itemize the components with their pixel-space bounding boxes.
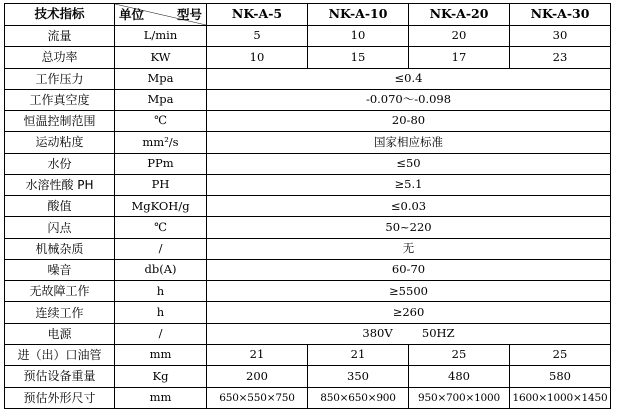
table-row bbox=[5, 26, 611, 47]
table-row bbox=[5, 47, 611, 68]
table-row bbox=[5, 366, 611, 387]
table-row bbox=[5, 259, 611, 280]
row-value: 23 bbox=[510, 47, 611, 68]
header-model: NK-A-10 bbox=[308, 4, 409, 26]
row-label: 水溶性酸 PH bbox=[5, 174, 115, 195]
row-value: 20-80 bbox=[207, 111, 611, 132]
row-value: 50~220 bbox=[207, 217, 611, 238]
row-label: 总功率 bbox=[5, 47, 115, 68]
row-value: ≤50 bbox=[207, 153, 611, 174]
table-row bbox=[5, 344, 611, 365]
row-value: 10 bbox=[207, 47, 308, 68]
table-row bbox=[5, 89, 611, 110]
row-value: 350 bbox=[308, 366, 409, 387]
row-unit: MgKOH/g bbox=[115, 196, 207, 217]
row-unit: Mpa bbox=[115, 68, 207, 89]
row-value: 1600×1000×1450 bbox=[510, 387, 611, 408]
row-value: 25 bbox=[510, 344, 611, 365]
row-label: 连续工作 bbox=[5, 302, 115, 323]
table-row bbox=[5, 238, 611, 259]
row-value: ≥5500 bbox=[207, 281, 611, 302]
row-label: 酸值 bbox=[5, 196, 115, 217]
table-row bbox=[5, 153, 611, 174]
row-label: 噪音 bbox=[5, 259, 115, 280]
row-label: 恒温控制范围 bbox=[5, 111, 115, 132]
row-unit: ℃ bbox=[115, 217, 207, 238]
row-value: 650×550×750 bbox=[207, 387, 308, 408]
row-value: 950×700×1000 bbox=[409, 387, 510, 408]
row-unit: PH bbox=[115, 174, 207, 195]
table-row bbox=[5, 174, 611, 195]
row-value: 国家相应标准 bbox=[207, 132, 611, 153]
row-value: 15 bbox=[308, 47, 409, 68]
table-row bbox=[5, 323, 611, 344]
header-model-label: 型号 bbox=[176, 6, 202, 22]
row-unit: / bbox=[115, 323, 207, 344]
header-param-label: 技术指标 bbox=[5, 4, 115, 26]
row-label: 预估设备重量 bbox=[5, 366, 115, 387]
header-model: NK-A-5 bbox=[207, 4, 308, 26]
row-unit: Mpa bbox=[115, 89, 207, 110]
row-unit: mm bbox=[115, 344, 207, 365]
row-unit: mm bbox=[115, 387, 207, 408]
row-value: ≥260 bbox=[207, 302, 611, 323]
row-label: 进（出）口油管 bbox=[5, 344, 115, 365]
row-unit: h bbox=[115, 281, 207, 302]
row-value: 380V 50HZ bbox=[207, 323, 611, 344]
row-unit: h bbox=[115, 302, 207, 323]
row-value: 480 bbox=[409, 366, 510, 387]
table-row bbox=[5, 132, 611, 153]
row-label: 工作压力 bbox=[5, 68, 115, 89]
table-row bbox=[5, 111, 611, 132]
header-model: NK-A-30 bbox=[510, 4, 611, 26]
row-value: 21 bbox=[207, 344, 308, 365]
row-value: 21 bbox=[308, 344, 409, 365]
table-row bbox=[5, 68, 611, 89]
row-value: -0.070～-0.098 bbox=[207, 89, 611, 110]
row-unit: / bbox=[115, 238, 207, 259]
row-value: 60-70 bbox=[207, 259, 611, 280]
row-value: 30 bbox=[510, 26, 611, 47]
row-label: 闪点 bbox=[5, 217, 115, 238]
row-label: 预估外形尺寸 bbox=[5, 387, 115, 408]
row-value: 无 bbox=[207, 238, 611, 259]
header-unit-label: 单位 bbox=[119, 6, 145, 22]
row-unit: ℃ bbox=[115, 111, 207, 132]
row-unit: L/min bbox=[115, 26, 207, 47]
header-model: NK-A-20 bbox=[409, 4, 510, 26]
row-unit: db(A) bbox=[115, 259, 207, 280]
row-unit: mm²/s bbox=[115, 132, 207, 153]
row-value: 200 bbox=[207, 366, 308, 387]
header-unit-model-cell bbox=[115, 4, 207, 26]
row-label: 无故障工作 bbox=[5, 281, 115, 302]
row-value: 17 bbox=[409, 47, 510, 68]
table-row bbox=[5, 196, 611, 217]
row-value: 5 bbox=[207, 26, 308, 47]
table-row bbox=[5, 281, 611, 302]
row-value: 20 bbox=[409, 26, 510, 47]
row-value: ≤0.4 bbox=[207, 68, 611, 89]
table-row bbox=[5, 302, 611, 323]
row-label: 流量 bbox=[5, 26, 115, 47]
row-value: ≤0.03 bbox=[207, 196, 611, 217]
row-label: 运动粘度 bbox=[5, 132, 115, 153]
row-unit: Kg bbox=[115, 366, 207, 387]
table-header-row bbox=[5, 4, 611, 26]
row-label: 工作真空度 bbox=[5, 89, 115, 110]
row-label: 机械杂质 bbox=[5, 238, 115, 259]
spec-table bbox=[4, 3, 611, 409]
row-value: 25 bbox=[409, 344, 510, 365]
row-unit: PPm bbox=[115, 153, 207, 174]
row-label: 水份 bbox=[5, 153, 115, 174]
table-row bbox=[5, 387, 611, 408]
row-value: 10 bbox=[308, 26, 409, 47]
row-value: 580 bbox=[510, 366, 611, 387]
row-label: 电源 bbox=[5, 323, 115, 344]
row-value: ≥5.1 bbox=[207, 174, 611, 195]
table-row bbox=[5, 217, 611, 238]
row-value: 850×650×900 bbox=[308, 387, 409, 408]
row-unit: KW bbox=[115, 47, 207, 68]
